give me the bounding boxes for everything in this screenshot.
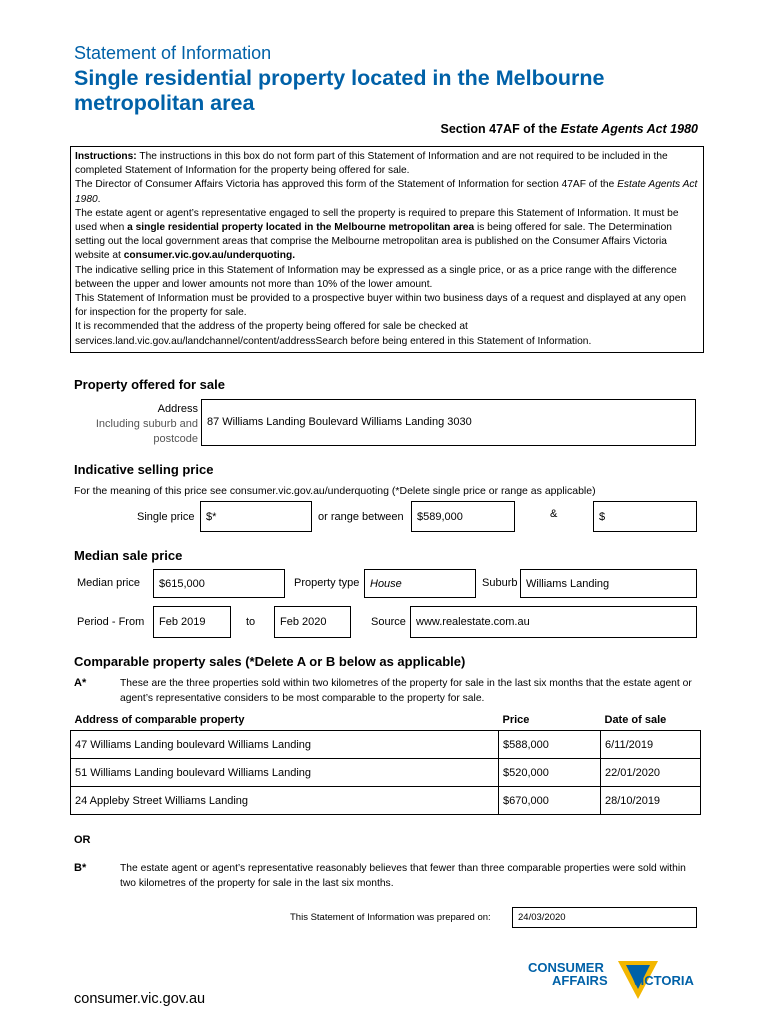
instructions-act: Estate Agents Act 1980 xyxy=(75,179,698,205)
single-price-label: Single price xyxy=(137,511,195,523)
period-to-field[interactable]: Feb 2020 xyxy=(274,606,351,638)
instructions-p5: This Statement of Information must be provided to a prospective buyer within two business days of a request and displayed at any open for inspection for the property for sale. xyxy=(75,293,687,319)
comparable-header-row xyxy=(71,714,701,731)
option-a-text: These are the three properties sold within two kilometres of the property for sale in the last six months that the estate agent or agent’s representative considers to be most comparable to the property for sale. xyxy=(120,678,692,704)
footer-url[interactable]: consumer.vic.gov.au xyxy=(74,991,206,1007)
row-address[interactable]: 47 Williams Landing boulevard Williams Landing xyxy=(71,731,499,759)
section-act: Estate Agents Act 1980 xyxy=(560,122,698,136)
instructions-p6: It is recommended that the address of the property being offered for sale be checked at services.land.vic.gov.au/landchannel/content/addressSearch before being entered in this Statement of Information. xyxy=(75,321,592,347)
or-label: OR xyxy=(74,834,91,846)
comparable-table xyxy=(70,714,701,815)
col-price: Price xyxy=(499,714,601,731)
period-to-label: to xyxy=(246,616,256,628)
option-a-label: A* xyxy=(74,677,87,689)
range-low-field[interactable]: $589,000 xyxy=(411,501,515,532)
section-prefix: Section 47AF of the xyxy=(440,122,561,136)
row-address[interactable]: 51 Williams Landing boulevard Williams Landing xyxy=(71,759,499,787)
col-date: Date of sale xyxy=(601,714,701,731)
median-heading: Median sale price xyxy=(74,548,183,563)
table-row xyxy=(71,787,701,815)
row-date[interactable]: 28/10/2019 xyxy=(601,787,701,815)
period-from-field[interactable]: Feb 2019 xyxy=(153,606,231,638)
prepared-date-field[interactable]: 24/03/2020 xyxy=(512,907,697,928)
median-price-label: Median price xyxy=(77,577,140,589)
address-label-line1: Address xyxy=(157,403,198,415)
instructions-text-3b: is being offered for sale. The Determination setting out the local government areas that comprise the Melbourne metropolitan area is published on the Consumer Affairs Victoria website at xyxy=(75,222,672,262)
logo-line2: AFFAIRS xyxy=(552,973,608,988)
row-price[interactable]: $588,000 xyxy=(499,731,601,759)
instructions-lead: Instructions: xyxy=(75,151,137,162)
logo-line3: VICTORIA xyxy=(632,973,694,988)
range-amp: & xyxy=(550,508,558,520)
logo-line1: CONSUMER xyxy=(528,960,604,975)
single-price-field[interactable]: $* xyxy=(200,501,312,532)
instructions-p4: The indicative selling price in this Statement of Information may be expressed as a single price, or as a price range with the difference between the upper and lower amounts not more than 10% of the lower amount. xyxy=(75,264,677,290)
address-field[interactable]: 87 Williams Landing Boulevard Williams Landing 3030 xyxy=(201,399,696,446)
instructions-text-2a: The Director of Consumer Affairs Victoria has approved this form of the Statement of Information for section 47AF of the xyxy=(75,179,618,191)
source-field[interactable]: www.realestate.com.au xyxy=(410,606,697,638)
table-row xyxy=(71,759,701,787)
instructions-p2 xyxy=(75,178,699,206)
period-from-label: Period - From xyxy=(77,616,145,628)
instructions-box xyxy=(70,146,704,353)
instructions-text-2b: . xyxy=(97,193,101,205)
instructions-text-3a: The estate agent or agent’s representative engaged to sell the property is required to prepare this Statement of Information. It must be used when xyxy=(75,207,679,234)
col-address: Address of comparable property xyxy=(71,714,499,731)
range-label: or range between xyxy=(318,511,404,523)
prepared-label: This Statement of Information was prepared on: xyxy=(290,912,491,923)
underquoting-link[interactable]: consumer.vic.gov.au/underquoting. xyxy=(123,250,296,262)
suburb-label: Suburb xyxy=(482,577,518,589)
address-label-line3: postcode xyxy=(153,433,198,445)
section-reference xyxy=(441,122,698,136)
instructions-text-1: The instructions in this box do not form part of this Statement of Information and are not required to be included in the completed Statement of Information for the property being offered for sale. xyxy=(75,151,668,177)
row-address[interactable]: 24 Appleby Street Williams Landing xyxy=(71,787,499,815)
median-price-field[interactable]: $615,000 xyxy=(153,569,285,598)
range-high-field[interactable]: $ xyxy=(593,501,697,532)
consumer-affairs-logo xyxy=(528,959,703,1007)
row-date[interactable]: 6/11/2019 xyxy=(601,731,701,759)
table-row xyxy=(71,731,701,759)
property-type-field[interactable]: House xyxy=(364,569,476,598)
property-type-label: Property type xyxy=(294,577,360,589)
address-label-line2: Including suburb and xyxy=(95,418,198,430)
comparable-heading: Comparable property sales (*Delete A or B below as applicable) xyxy=(74,654,466,669)
row-price[interactable]: $520,000 xyxy=(499,759,601,787)
indicative-heading: Indicative selling price xyxy=(74,462,214,477)
option-b-text: The estate agent or agent’s representative reasonably believes that fewer than three comparable properties were sold within two kilometres of the property for sale in the last six months. xyxy=(120,863,686,889)
row-date[interactable]: 22/01/2020 xyxy=(601,759,701,787)
address-label xyxy=(60,402,198,447)
property-heading: Property offered for sale xyxy=(74,377,225,392)
document-title: Single residential property located in the Melbourne metropolitan area xyxy=(74,66,605,115)
document-subtitle: Statement of Information xyxy=(74,43,272,63)
source-label: Source xyxy=(371,616,406,628)
instructions-p3 xyxy=(75,207,699,264)
instructions-p1 xyxy=(75,150,699,178)
suburb-field[interactable]: Williams Landing xyxy=(520,569,697,598)
option-b-label: B* xyxy=(74,862,87,874)
row-price[interactable]: $670,000 xyxy=(499,787,601,815)
instructions-bold-3: a single residential property located in the Melbourne metropolitan area xyxy=(127,222,475,234)
indicative-note: For the meaning of this price see consumer.vic.gov.au/underquoting (*Delete single price or range as applicable) xyxy=(74,485,596,497)
